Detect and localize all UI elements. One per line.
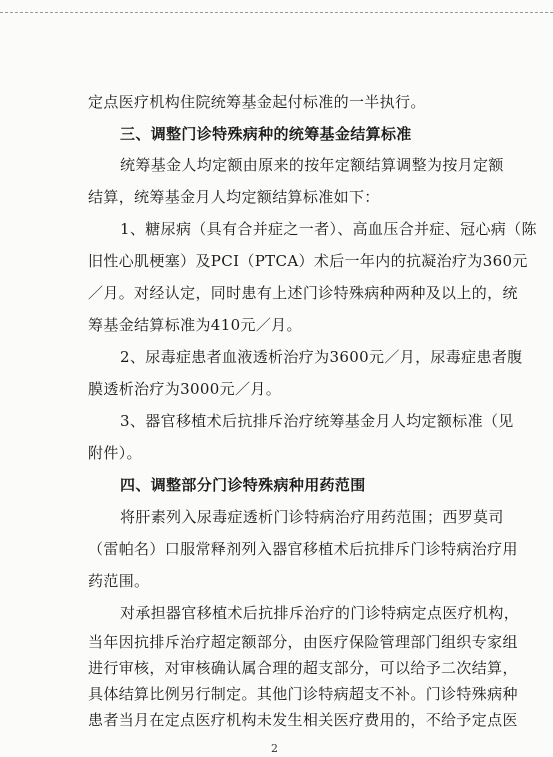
text-line: 1、糖尿病（具有合并症之一者）、高血压合并症、冠心病（陈: [120, 220, 537, 238]
page-number: 2: [271, 742, 278, 755]
text-line: 对承担器官移植术后抗排斥治疗的门诊特病定点医疗机构，: [120, 604, 520, 622]
text-line: ／月。对经认定，同时患有上述门诊特殊病种两种及以上的，统: [88, 284, 518, 302]
text-line: 统筹基金人均定额由原来的按年定额结算调整为按月定额: [120, 156, 504, 174]
text-line: 旧性心肌梗塞）及PCI（PTCA）术后一年内的抗凝治疗为360元: [88, 252, 528, 270]
text-line: 当年因抗排斥治疗超定额部分，由医疗保险管理部门组织专家组: [88, 633, 518, 651]
text-line: （雷帕名）口服常释剂列入器官移植术后抗排斥门诊特病治疗用: [88, 540, 518, 558]
text-line: 2、尿毒症患者血液透析治疗为3600元／月，尿毒症患者腹: [120, 348, 523, 366]
text-line: 患者当月在定点医疗机构未发生相关医疗费用的，不给予定点医: [88, 711, 518, 729]
text-line: 具体结算比例另行制定。其他门诊特病超支不补。门诊特殊病种: [88, 685, 518, 703]
text-line: 附件）。: [88, 444, 142, 462]
text-line: 将肝素列入尿毒症透析门诊特病治疗用药范围；西罗莫司: [120, 508, 504, 526]
section-heading-4: 四、调整部分门诊特殊病种用药范围: [120, 476, 366, 494]
text-line: 膜透析治疗为3000元／月。: [88, 380, 282, 398]
text-line: 筹基金结算标准为410元／月。: [88, 316, 302, 334]
text-line-continuation: 定点医疗机构住院统筹基金起付标准的一半执行。: [88, 93, 426, 111]
text-line: 进行审核，对审核确认属合理的超支部分，可以给予二次结算，: [88, 659, 518, 677]
text-line: 3、器官移植术后抗排斥治疗统筹基金月人均定额标准（见: [120, 412, 514, 430]
text-line: 药范围。: [88, 572, 150, 590]
text-line: 结算，统筹基金月人均定额结算标准如下：: [88, 188, 380, 206]
page-top-border: [0, 12, 553, 13]
section-heading-3: 三、调整门诊特殊病种的统筹基金结算标准: [120, 125, 412, 143]
